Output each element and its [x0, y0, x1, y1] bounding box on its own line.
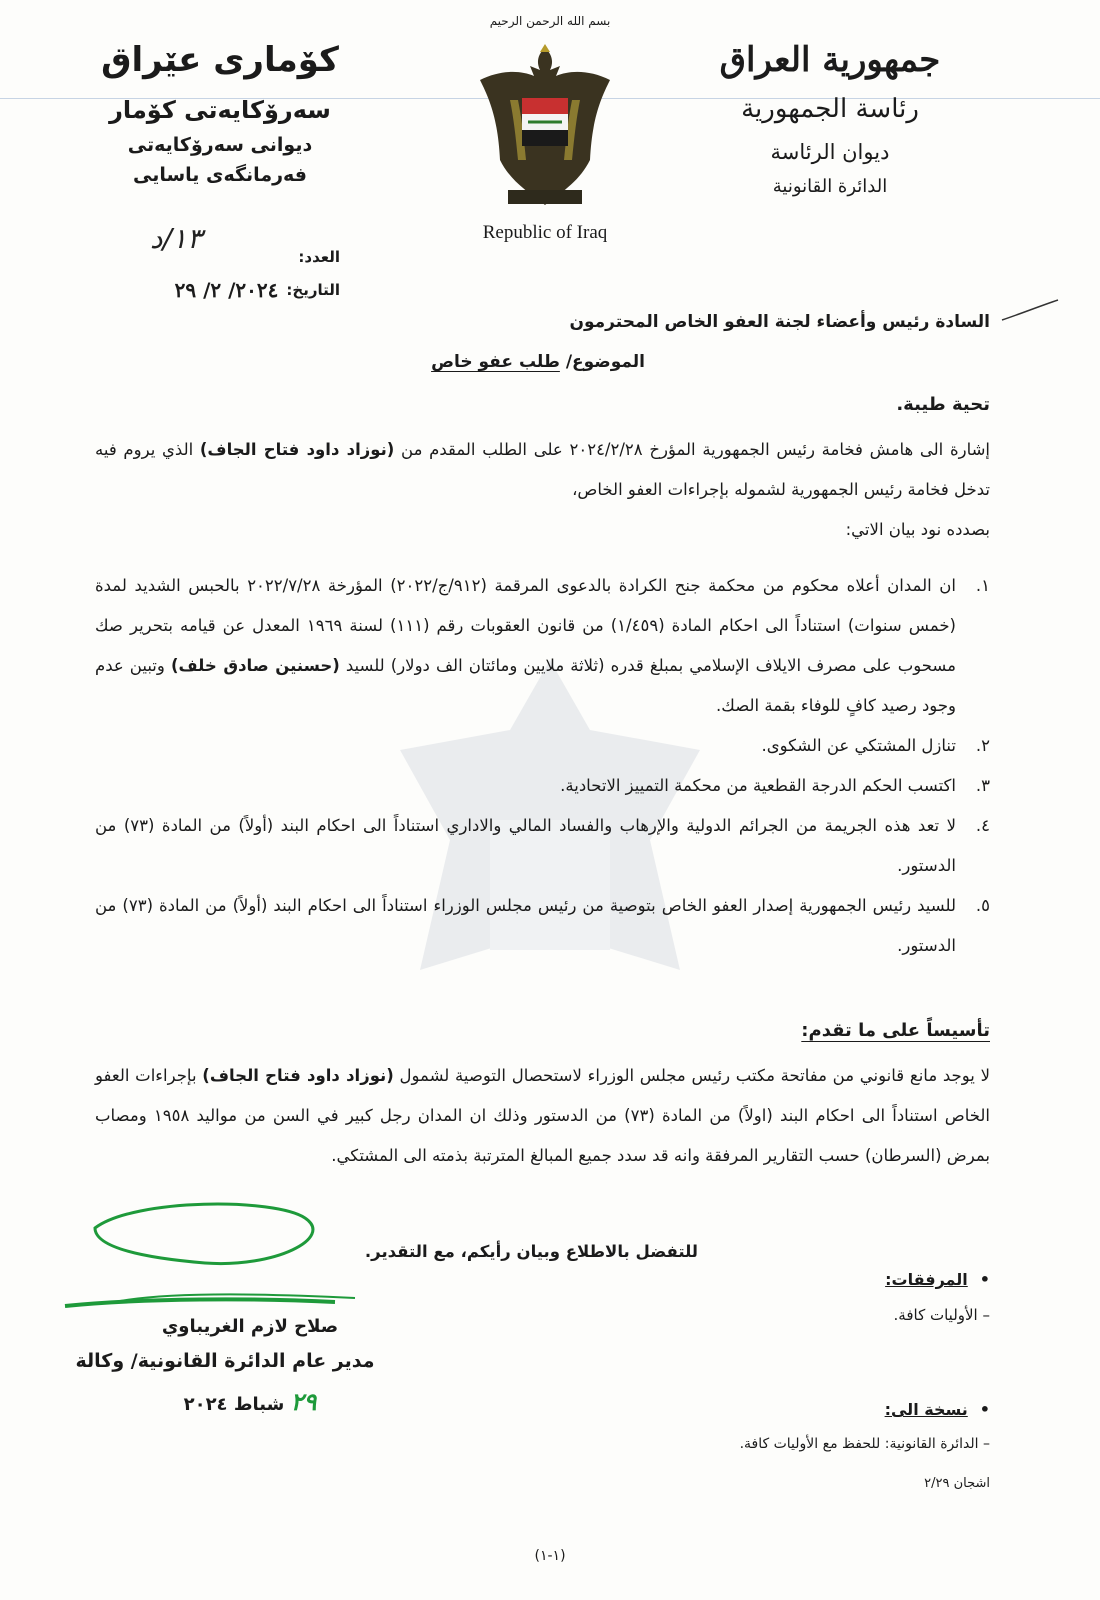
- signature-date-day: ٢٩: [290, 1388, 317, 1416]
- list-item-text: للسيد رئيس الجمهورية إصدار العفو الخاص بتوصية من رئيس مجلس الوزراء استناداً الى احكام البند (أولاً) من المادة (٧٣) من الدستور.: [95, 896, 956, 955]
- margin-mark-icon: [1000, 296, 1060, 326]
- typist-initials: اشجان ٢/٢٩: [924, 1476, 990, 1491]
- iraq-eagle-emblem-icon: [470, 40, 620, 215]
- legal-dept-arabic: الدائرة القانونية: [772, 176, 888, 197]
- intro-text-c: بصدده نود بيان الاتي:: [845, 520, 990, 539]
- signatory-name: صلاح لازم الغريباوي: [161, 1316, 339, 1337]
- diwan-arabic: ديوان الرئاسة: [770, 140, 890, 164]
- list-item: [95, 806, 990, 886]
- foundation-heading: تأسيساً على ما تقدم:: [801, 1020, 990, 1041]
- signature-date: [160, 1388, 340, 1416]
- presidency-arabic: رئاسة الجمهورية: [741, 94, 919, 124]
- closing-line: للتفضل بالاطلاع وبيان رأيكم، مع التقدير.: [364, 1242, 698, 1261]
- greeting: تحية طيبة.: [896, 394, 990, 415]
- conclusion-applicant-name: (نوزاد داود فتاح الجاف): [202, 1066, 394, 1085]
- signature-scribble-icon: [55, 1198, 385, 1318]
- reference-number-handwritten: ١٣/د: [150, 222, 202, 255]
- list-item: [95, 766, 990, 806]
- list-item-text: [95, 566, 956, 726]
- list-item-number: ٣.: [975, 776, 990, 795]
- attachments-item: – الأوليات كافة.: [893, 1306, 990, 1324]
- intro-text-b: الذي يروم فيه تدخل فخامة رئيس الجمهورية لشموله بإجراءات العفو الخاص،: [95, 440, 990, 499]
- signatory-title: مدير عام الدائرة القانونية/ وكالة: [75, 1350, 375, 1372]
- list-item: [95, 886, 990, 966]
- arabic-letterhead: [680, 40, 980, 197]
- conclusion-text-b: بإجراءات العفو الخاص استناداً الى احكام البند (اولاً) من المادة (٧٣) من الدستور وذلك ان المدان رجل كبير في السن من مواليد ١٩٥٨ ومصاب بمرض (السرطان) حسب التقارير المرفقة وانه قد سدد جميع المبالغ المترتبة بذمته الى المشتكي.: [95, 1066, 991, 1165]
- country-name-kurdish: كۆمارى عێراق: [101, 40, 339, 80]
- intro-text-a: إشارة الى هامش فخامة رئيس الجمهورية المؤرخ ٢٠٢٤/٢/٢٨ على الطلب المقدم من: [401, 440, 991, 459]
- reference-number-row: [120, 248, 340, 266]
- page-number: (١-١): [534, 1548, 566, 1564]
- subject-value: طلب عفو خاص: [431, 352, 560, 372]
- attachments-heading-text: المرفقات:: [885, 1270, 968, 1289]
- list-item-number: ٤.: [975, 816, 990, 835]
- date-label: التاريخ:: [286, 281, 340, 299]
- signature-date-rest: شباط ٢٠٢٤: [183, 1394, 285, 1415]
- attachments-heading: [885, 1270, 990, 1289]
- list-item-bold-name: (حسنين صادق خلف): [170, 656, 340, 675]
- copy-to-item: – الدائرة القانونية: للحفظ مع الأوليات كافة.: [739, 1436, 990, 1452]
- basmala: بسم الله الرحمن الرحيم: [489, 14, 611, 28]
- list-item-text-a: ان المدان أعلاه محكوم من محكمة جنح الكرادة بالدعوى المرقمة (٩١٢/ج/٢٠٢٢) المؤرخة ٢٠٢٢/٧/٢٨ بالحبس الشديد لمدة (خمس سنوات) استناداً الى احكام المادة (١/٤٥٩) من قانون العقوبات رقم (١١١) لسنة ١٩٦٩ المعدل عن قيامه بتحرير صك مسحوب على مصرف الايلاف الإسلامي بمبلغ قدره (ثلاثة ملايين ومائتان الف دولار) للسيد: [95, 576, 956, 675]
- list-item-text: اكتسب الحكم الدرجة القطعية من محكمة التمييز الاتحادية.: [560, 776, 956, 795]
- country-name-arabic: جمهورية العراق: [719, 40, 941, 80]
- date-value: ٢٠٢٤/ ٢/ ٢٩: [174, 278, 279, 302]
- list-item-text-b: وتبين عدم وجود رصيد كافٍ للوفاء بقمة الصك.: [95, 656, 956, 715]
- date-row: [120, 278, 340, 302]
- diwan-kurdish: دیوانی سەرۆكایەتی: [127, 134, 313, 156]
- presidency-kurdish: سەرۆكایەتی كۆمار: [109, 96, 331, 124]
- list-item-text: تنازل المشتكي عن الشكوى.: [761, 736, 956, 755]
- conclusion-paragraph: [95, 1056, 990, 1176]
- list-item-number: ٢.: [975, 736, 990, 755]
- copy-to-heading: [885, 1400, 990, 1419]
- list-item-number: ٥.: [975, 896, 990, 915]
- subject-label: الموضوع/: [565, 352, 645, 372]
- intro-paragraph: [95, 430, 990, 550]
- kurdish-letterhead: [90, 40, 350, 186]
- intro-applicant-name: (نوزاد داود فتاح الجاف): [199, 440, 395, 459]
- subject-line: [431, 352, 645, 372]
- reference-number-label: العدد:: [298, 248, 340, 266]
- list-item: [95, 726, 990, 766]
- list-item-number: ١.: [975, 576, 990, 595]
- list-item: [95, 566, 990, 726]
- legal-dept-kurdish: فەرمانگەی یاسایی: [133, 164, 307, 186]
- copy-to-heading-text: نسخة الى:: [884, 1400, 968, 1419]
- reference-block: [120, 248, 340, 302]
- emblem-caption: Republic of Iraq: [482, 222, 608, 243]
- conclusion-text-a: لا يوجد مانع قانوني من مفاتحة مكتب رئيس مجلس الوزراء لاستحصال التوصية لشمول: [393, 1066, 990, 1085]
- list-item-text: لا تعد هذه الجريمة من الجرائم الدولية والإرهاب والفساد المالي والاداري استناداً الى احكام البند (أولاً) من المادة (٧٣) من الدستور.: [95, 816, 956, 875]
- recipient-line: السادة رئيس وأعضاء لجنة العفو الخاص المحترمون: [569, 312, 990, 332]
- points-list: [95, 566, 990, 966]
